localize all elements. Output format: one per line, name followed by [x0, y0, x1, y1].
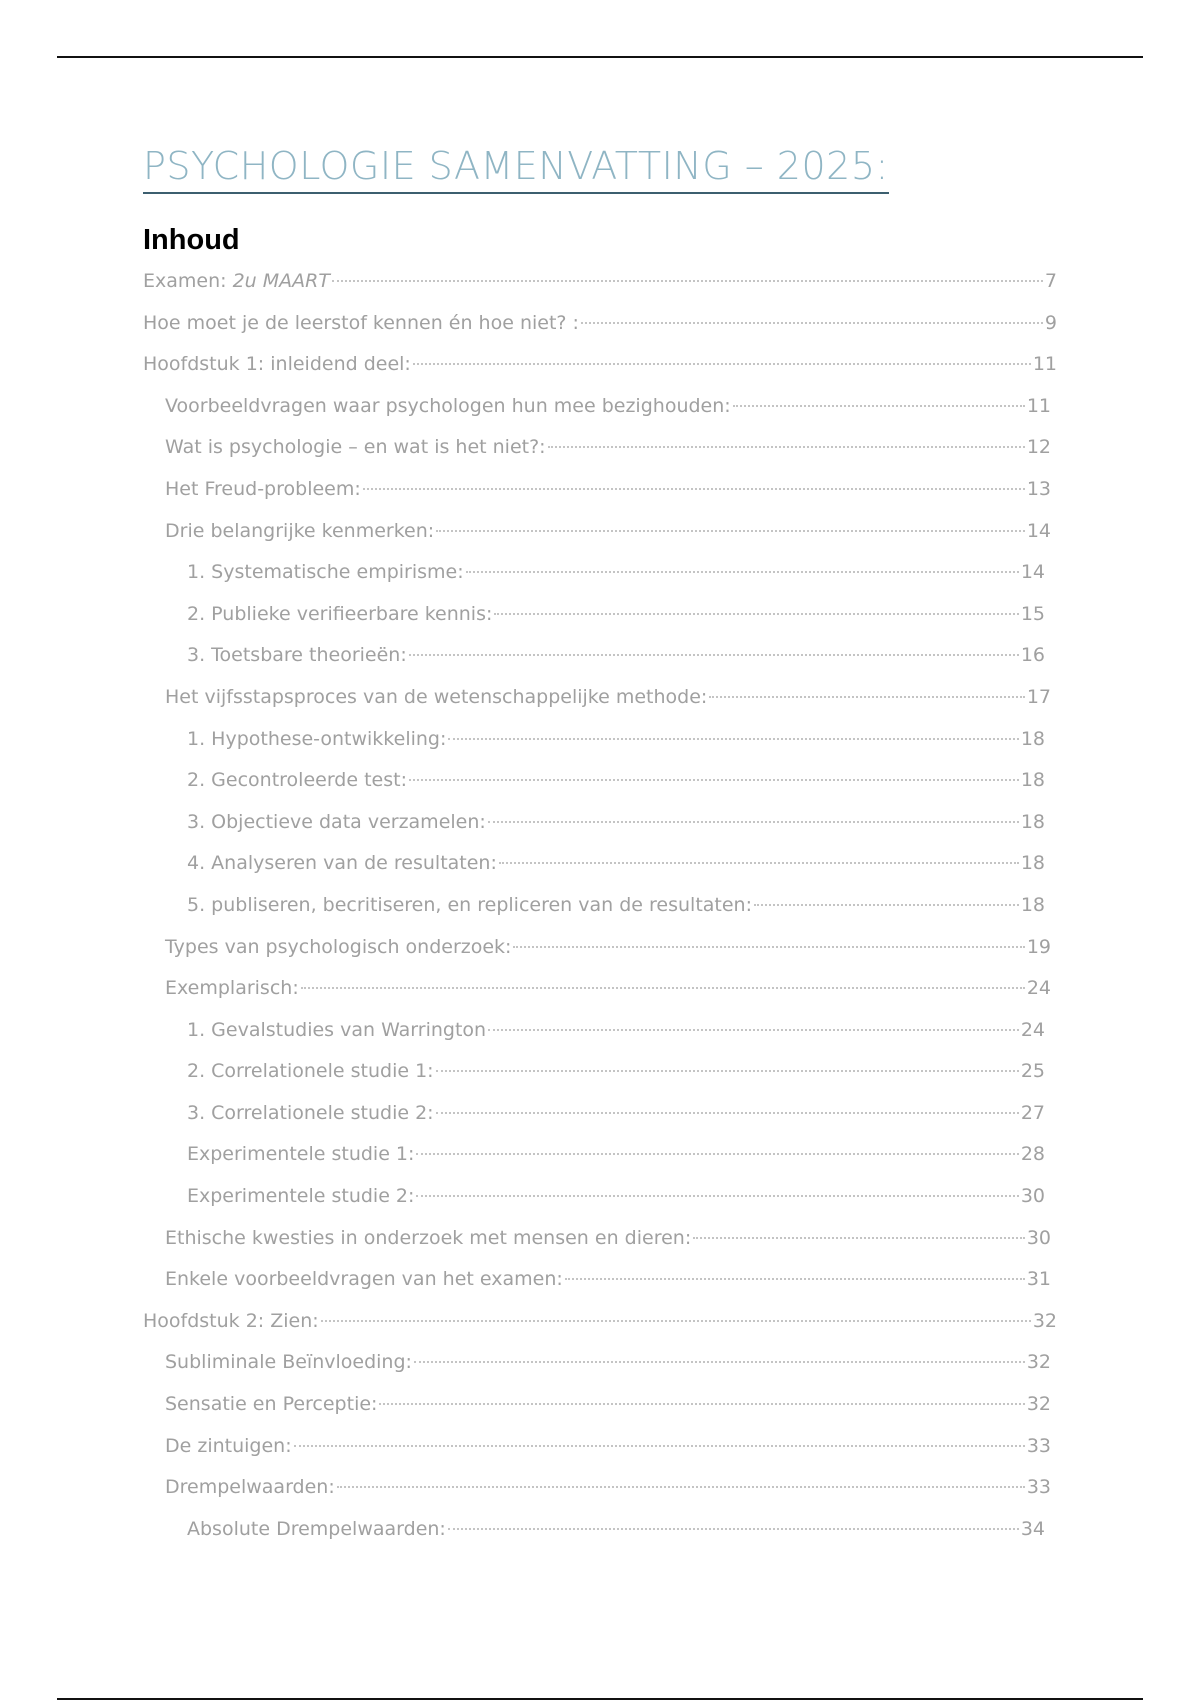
toc-entry-title: 3. Toetsbare theorieën: — [187, 644, 407, 667]
toc-entry[interactable] — [143, 603, 1057, 645]
toc-entry-page-number: 17 — [1026, 685, 1051, 708]
toc-entry[interactable] — [143, 478, 1057, 520]
toc-entry[interactable] — [143, 1185, 1057, 1227]
toc-entry[interactable] — [143, 436, 1057, 478]
toc-dot-leader — [466, 571, 1019, 573]
toc-entry-page-number: 31 — [1026, 1268, 1051, 1291]
toc-entry[interactable] — [143, 1476, 1057, 1518]
toc-entry[interactable] — [143, 1351, 1057, 1393]
toc-dot-leader — [733, 405, 1025, 407]
toc-entry-page-number: 11 — [1026, 394, 1051, 417]
toc-dot-leader — [416, 1153, 1018, 1155]
toc-dot-leader — [363, 488, 1025, 490]
toc-dot-leader — [332, 280, 1043, 282]
toc-entry-page-number: 27 — [1020, 1101, 1045, 1124]
toc-entry-page-number: 12 — [1026, 436, 1051, 459]
toc-entry-title: 4. Analyseren van de resultaten: — [187, 852, 497, 875]
toc-dot-leader — [565, 1278, 1025, 1280]
toc-entry-title: Absolute Drempelwaarden: — [187, 1517, 446, 1540]
toc-entry[interactable] — [143, 1268, 1057, 1310]
toc-entry-title: Experimentele studie 1: — [187, 1143, 415, 1166]
toc-dot-leader — [409, 654, 1019, 656]
toc-entry-title: 1. Systematische empirisme: — [187, 561, 464, 584]
toc-entry-page-number: 14 — [1026, 519, 1051, 542]
toc-entry-title: Ethische kwesties in onderzoek met mensen en dieren: — [165, 1226, 692, 1249]
toc-entry-page-number: 32 — [1032, 1309, 1057, 1332]
toc-entry-title: Wat is psychologie – en wat is het niet?: — [165, 436, 546, 459]
toc-entry-title: Types van psychologisch onderzoek: — [165, 935, 512, 958]
toc-entry[interactable] — [143, 1060, 1057, 1102]
toc-entry-title: Drie belangrijke kenmerken: — [165, 519, 435, 542]
toc-entry-page-number: 14 — [1020, 561, 1045, 584]
toc-entry[interactable] — [143, 1227, 1057, 1269]
toc-entry-page-number: 18 — [1020, 769, 1045, 792]
toc-entry-page-number: 24 — [1020, 1018, 1045, 1041]
toc-entry[interactable] — [143, 936, 1057, 978]
toc-entry[interactable] — [143, 852, 1057, 894]
toc-entry[interactable] — [143, 520, 1057, 562]
toc-dot-leader — [416, 1195, 1018, 1197]
toc-entry-title: 5. publiseren, becritiseren, en repliceren van de resultaten: — [187, 893, 752, 916]
toc-entry-title: Hoofdstuk 2: Zien: — [143, 1309, 319, 1332]
toc-entry-page-number: 11 — [1032, 353, 1057, 376]
toc-entry-page-number: 32 — [1026, 1393, 1051, 1416]
toc-entry[interactable] — [143, 686, 1057, 728]
toc-dot-leader — [321, 1320, 1031, 1322]
toc-entry-title: De zintuigen: — [165, 1434, 292, 1457]
toc-dot-leader — [409, 779, 1019, 781]
toc-entry-title: Examen: 2u MAART — [143, 270, 330, 292]
toc-entry-page-number: 34 — [1020, 1517, 1045, 1540]
toc-dot-leader — [436, 1112, 1019, 1114]
toc-entry[interactable] — [143, 1143, 1057, 1185]
toc-entry-page-number: 18 — [1020, 893, 1045, 916]
toc-dot-leader — [337, 1486, 1025, 1488]
toc-dot-leader — [301, 987, 1025, 989]
toc-entry-page-number: 13 — [1026, 477, 1051, 500]
toc-dot-leader — [693, 1237, 1025, 1239]
toc-entry[interactable] — [143, 395, 1057, 437]
toc-entry[interactable] — [143, 270, 1057, 312]
toc-entry-title: 1. Gevalstudies van Warrington — [187, 1018, 487, 1041]
toc-entry-page-number: 19 — [1026, 935, 1051, 958]
toc-entry-title: 2. Publieke verifieerbare kennis: — [187, 602, 493, 625]
toc-entry-title: Exemplarisch: — [165, 977, 299, 1000]
toc-dot-leader — [379, 1403, 1024, 1405]
toc-entry[interactable] — [143, 312, 1057, 354]
toc-entry-page-number: 7 — [1044, 270, 1057, 292]
toc-entry-title: Hoe moet je de leerstof kennen én hoe niet? : — [143, 311, 579, 334]
toc-entry-title: 2. Correlationele studie 1: — [187, 1060, 434, 1083]
toc-entry-title: Sensatie en Perceptie: — [165, 1393, 378, 1416]
toc-entry[interactable] — [143, 353, 1057, 395]
toc-entry-title: Subliminale Beïnvloeding: — [165, 1351, 412, 1374]
toc-entry-page-number: 9 — [1044, 311, 1057, 334]
toc-entry-page-number: 32 — [1026, 1351, 1051, 1374]
toc-dot-leader — [754, 904, 1019, 906]
toc-entry-page-number: 18 — [1020, 810, 1045, 833]
document-title: PSYCHOLOGIE SAMENVATTING – 2025: — [143, 144, 889, 194]
toc-entry-title: Experimentele studie 2: — [187, 1185, 415, 1208]
toc-entry-page-number: 24 — [1026, 977, 1051, 1000]
toc-entry-title-emphasis: 2u MAART — [232, 270, 330, 292]
table-of-contents — [143, 270, 1057, 1559]
toc-dot-leader — [494, 613, 1018, 615]
toc-entry-page-number: 18 — [1020, 727, 1045, 750]
toc-entry[interactable] — [143, 1019, 1057, 1061]
toc-dot-leader — [488, 821, 1019, 823]
toc-entry-title: Hoofdstuk 1: inleidend deel: — [143, 353, 411, 376]
toc-entry[interactable] — [143, 561, 1057, 603]
toc-dot-leader — [413, 363, 1031, 365]
toc-entry[interactable] — [143, 977, 1057, 1019]
toc-entry[interactable] — [143, 644, 1057, 686]
toc-entry[interactable] — [143, 769, 1057, 811]
toc-entry-page-number: 33 — [1026, 1434, 1051, 1457]
toc-entry-title: Enkele voorbeeldvragen van het examen: — [165, 1268, 563, 1291]
toc-entry[interactable] — [143, 1518, 1057, 1560]
toc-dot-leader — [709, 696, 1024, 698]
toc-dot-leader — [294, 1445, 1025, 1447]
toc-dot-leader — [581, 322, 1043, 324]
toc-dot-leader — [548, 446, 1025, 448]
toc-dot-leader — [488, 1029, 1019, 1031]
toc-entry-title: Voorbeeldvragen waar psychologen hun mee bezighouden: — [165, 394, 731, 417]
toc-dot-leader — [436, 530, 1025, 532]
toc-dot-leader — [513, 946, 1024, 948]
toc-heading: Inhoud — [143, 224, 240, 256]
toc-dot-leader — [448, 738, 1018, 740]
toc-entry-title: Het Freud-probleem: — [165, 477, 361, 500]
toc-entry[interactable] — [143, 1435, 1057, 1477]
toc-entry-page-number: 15 — [1020, 602, 1045, 625]
toc-entry[interactable] — [143, 894, 1057, 936]
toc-dot-leader — [436, 1070, 1019, 1072]
toc-entry-page-number: 33 — [1026, 1476, 1051, 1499]
toc-entry-page-number: 16 — [1020, 644, 1045, 667]
toc-dot-leader — [499, 862, 1019, 864]
toc-entry[interactable] — [143, 1393, 1057, 1435]
toc-entry-page-number: 28 — [1020, 1143, 1045, 1166]
toc-entry-title: 2. Gecontroleerde test: — [187, 769, 407, 792]
toc-entry-title: 3. Correlationele studie 2: — [187, 1101, 434, 1124]
toc-entry-title: Drempelwaarden: — [165, 1476, 335, 1499]
toc-entry[interactable] — [143, 1102, 1057, 1144]
toc-entry-title: Het vijfsstapsproces van de wetenschappelijke methode: — [165, 685, 708, 708]
toc-entry-page-number: 25 — [1020, 1060, 1045, 1083]
toc-entry-page-number: 18 — [1020, 852, 1045, 875]
header-rule — [57, 56, 1143, 58]
toc-entry[interactable] — [143, 811, 1057, 853]
toc-entry-page-number: 30 — [1026, 1226, 1051, 1249]
toc-dot-leader — [414, 1361, 1025, 1363]
toc-entry-title: 3. Objectieve data verzamelen: — [187, 810, 486, 833]
toc-entry-page-number: 30 — [1020, 1185, 1045, 1208]
toc-entry[interactable] — [143, 728, 1057, 770]
toc-entry-title: 1. Hypothese-ontwikkeling: — [187, 727, 447, 750]
toc-entry[interactable] — [143, 1310, 1057, 1352]
toc-dot-leader — [448, 1528, 1019, 1530]
